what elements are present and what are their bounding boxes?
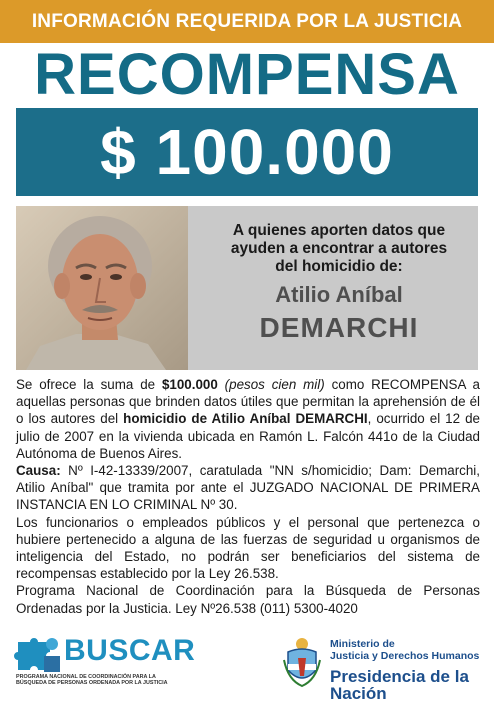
reward-amount-band bbox=[16, 108, 478, 196]
victim-info-text bbox=[200, 222, 478, 370]
program-text: Programa Nacional de Coordinación para la Búsqueda de Personas Ordenadas por la Justicia. Ley Nº26.538 bbox=[16, 583, 480, 616]
offer-text: como RECOMPENSA a aquellas personas que brinden datos útiles que permitan la aprehensión de él o los autores del bbox=[16, 377, 480, 427]
offer-text: , ocurrido el 12 de julio de 2007 en la vivienda ubicada en Ramón L. Falcón 441o de la Ciudad Autónoma de Buenos Aires. bbox=[16, 411, 480, 461]
offer-amount: $100.000 bbox=[161, 377, 218, 392]
offer-text: Se ofrece la suma de bbox=[16, 377, 162, 392]
victim-portrait-image bbox=[16, 206, 188, 370]
footer bbox=[10, 632, 484, 703]
program-paragraph bbox=[16, 582, 480, 616]
band-text: INFORMACIÓN REQUERIDA POR LA JUSTICIA bbox=[31, 10, 463, 32]
intro-line: ayuden a encontrar a autores bbox=[230, 240, 448, 257]
required-by-justice-band bbox=[0, 0, 494, 43]
reward-amount: $ 100.000 bbox=[100, 116, 394, 188]
buscar-logo-text: BUSCAR bbox=[64, 634, 196, 667]
victim-info-panel bbox=[16, 206, 478, 370]
intro-line: del homicidio de: bbox=[275, 258, 403, 275]
presidency-text: Presidencia de la Nación bbox=[330, 667, 469, 703]
case-label: Causa: bbox=[16, 463, 61, 479]
reward-title bbox=[0, 43, 494, 107]
victim-last-name: DEMARCHI bbox=[259, 312, 419, 343]
crime-description: homicidio de Atilio Aníbal DEMARCHI bbox=[123, 411, 368, 427]
buscar-puzzle-icon bbox=[14, 634, 62, 674]
case-paragraph bbox=[16, 462, 480, 514]
buscar-subtitle bbox=[16, 674, 216, 686]
reward-details bbox=[16, 376, 480, 617]
contact-phone: (011) 5300-4020 bbox=[259, 600, 358, 616]
ministry-name bbox=[330, 638, 479, 662]
offer-paragraph bbox=[16, 376, 480, 462]
victim-first-name: Atilio Aníbal bbox=[275, 282, 403, 307]
title-text: RECOMPENSA bbox=[34, 42, 460, 107]
intro-line: A quienes aporten datos que bbox=[232, 222, 446, 239]
case-text: Nº I-42-13339/2007, caratulada "NN s/homicidio; Dam: Demarchi, Atilio Aníbal" que tramita por ante el JUZGADO NACIONAL DE PRIMERA INSTANCIA EN LO CRIMINAL Nº 30. bbox=[16, 463, 480, 513]
exclusion-paragraph: Los funcionarios o empleados públicos y el personal que pertenezca o hubiere pertenecido a alguna de las fuerzas de seguridad u organismos de inteligencia del Estado, no podrán ser beneficiarios del sistema de recompensas establecido por la Ley 26.538. bbox=[16, 514, 480, 582]
national-coat-of-arms-icon bbox=[282, 636, 322, 688]
offer-amount-words: (pesos cien mil) bbox=[224, 377, 325, 392]
ministry-line: Ministerio de bbox=[330, 638, 395, 650]
buscar-subtitle-line: PROGRAMA NACIONAL DE COORDINACIÓN PARA LA bbox=[16, 674, 156, 680]
ministry-line: Justicia y Derechos Humanos bbox=[330, 650, 480, 662]
victim-photo bbox=[16, 206, 188, 370]
buscar-subtitle-line: BÚSQUEDA DE PERSONAS ORDENADA POR LA JUSTICIA bbox=[16, 680, 168, 687]
